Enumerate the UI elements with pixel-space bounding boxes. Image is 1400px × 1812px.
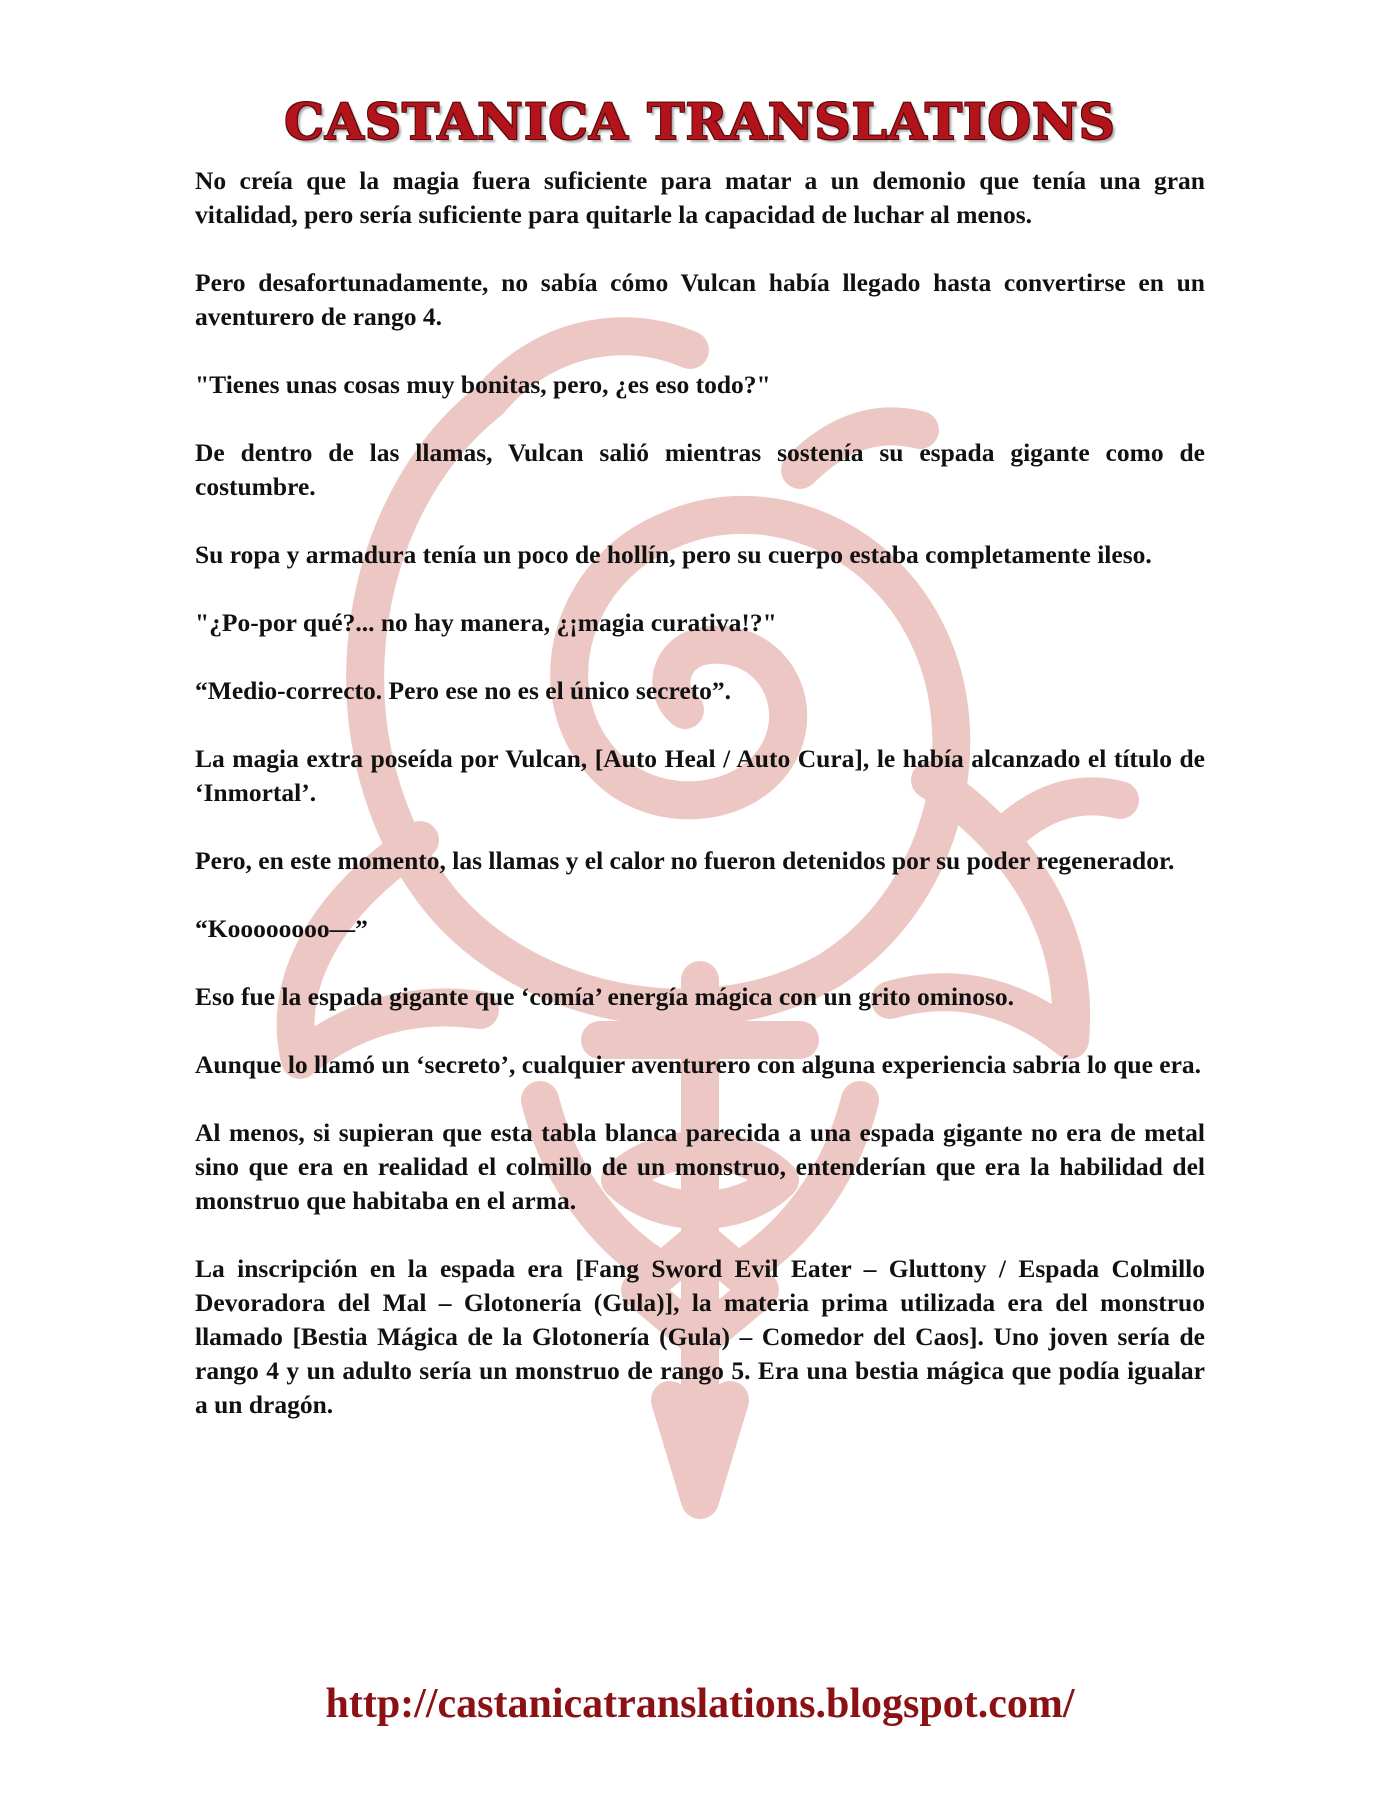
chapter-text <box>195 164 1205 1456</box>
paragraph: “Medio-correcto. Pero ese no es el único secreto”. <box>195 676 732 705</box>
paragraph: "¿Po-por qué?... no hay manera, ¿¡magia curativa!?" <box>195 608 777 637</box>
paragraph: De dentro de las llamas, Vulcan salió mientras sostenía su espada gigante como de costumbre. <box>195 438 1205 501</box>
blog-url-link[interactable]: http://castanicatranslations.blogspot.com/ <box>325 1681 1075 1727</box>
paragraph: "Tienes unas cosas muy bonitas, pero, ¿es eso todo?" <box>195 370 771 399</box>
paragraph: La magia extra poseída por Vulcan, [Auto Heal / Auto Cura], le había alcanzado el título de ‘Inmortal’. <box>195 744 1205 807</box>
paragraph: Al menos, si supieran que esta tabla blanca parecida a una espada gigante no era de metal sino que era en realidad el colmillo de un monstruo, entenderían que era la habilidad del monstruo que habitaba en el arma. <box>195 1118 1205 1215</box>
paragraph: “Koooooooo—” <box>195 914 368 943</box>
paragraph: Aunque lo llamó un ‘secreto’, cualquier aventurero con alguna experiencia sabría lo que era. <box>195 1050 1202 1079</box>
paragraph: Eso fue la espada gigante que ‘comía’ energía mágica con un grito ominoso. <box>195 982 1015 1011</box>
paragraph: Pero, en este momento, las llamas y el calor no fueron detenidos por su poder regenerador. <box>195 846 1175 875</box>
paragraph: La inscripción en la espada era [Fang Sword Evil Eater – Gluttony / Espada Colmillo Devoradora del Mal – Glotonería (Gula)], la materia prima utilizada era del monstruo llamado [Bestia Mágica de la Glotonería (Gula) – Comedor del Caos]. Uno joven sería de rango 4 y un adulto sería un monstruo de rango 5. Era una bestia mágica que podía igualar a un dragón. <box>195 1254 1205 1419</box>
paragraph: No creía que la magia fuera suficiente para matar a un demonio que tenía una gran vitalidad, pero sería suficiente para quitarle la capacidad de luchar al menos. <box>195 166 1205 229</box>
paragraph: Pero desafortunadamente, no sabía cómo Vulcan había llegado hasta convertirse en un aventurero de rango 4. <box>195 268 1205 331</box>
page-title: CASTANICA TRANSLATIONS <box>284 92 1116 151</box>
paragraph: Su ropa y armadura tenía un poco de hollín, pero su cuerpo estaba completamente ileso. <box>195 540 1152 569</box>
